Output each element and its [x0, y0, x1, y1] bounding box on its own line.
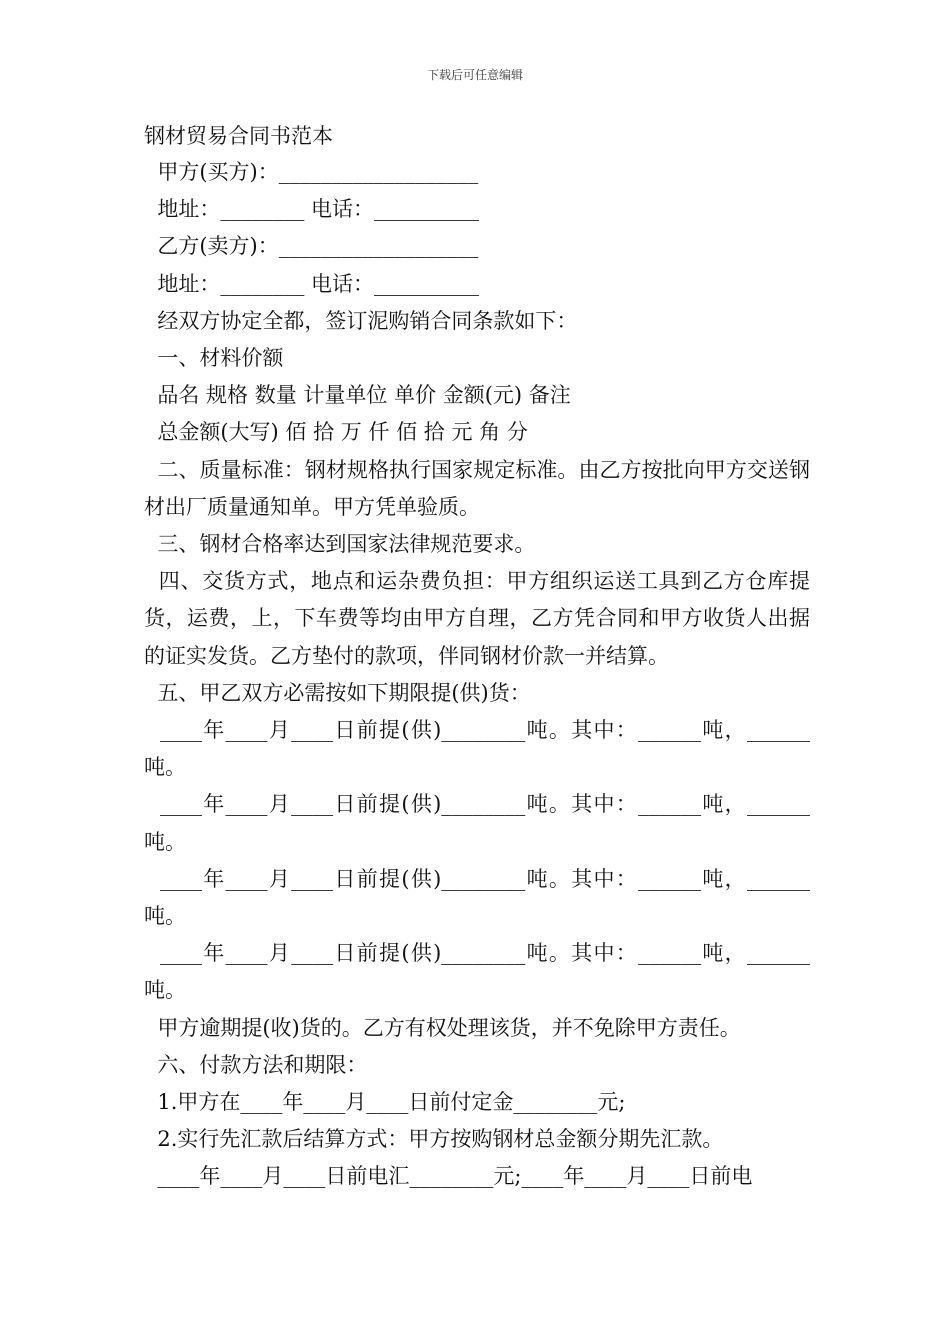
contract-paragraph: ____年____月____日前提(供)________吨。其中：______吨，______吨。	[144, 792, 810, 854]
contract-line: 三、钢材合格率达到国家法律规范要求。	[144, 531, 536, 556]
contract-line: 2.实行先汇款后结算方式：甲方按购钢材总金额分期先汇款。	[144, 1127, 724, 1152]
contract-line: 一、材料价额	[144, 345, 284, 370]
contract-line: 六、付款方法和期限：	[144, 1052, 368, 1077]
contract-line: 五、甲乙双方必需按如下期限提(供)货：	[144, 680, 531, 705]
document-title: 钢材贸易合同书范本	[144, 124, 333, 148]
contract-line: 总金额(大写) 佰 拾 万 仟 佰 拾 元 角 分	[144, 420, 528, 445]
contract-body	[144, 154, 810, 1195]
contract-line: 经双方协定全都，签订泥购销合同条款如下：	[144, 308, 578, 333]
contract-line: 甲方(买方)：___________________	[144, 160, 479, 184]
contract-line: 品名 规格 数量 计量单位 单价 金额(元) 备注	[144, 383, 571, 408]
contract-line: ____年____月____日前电汇________元;____年____月____日前电	[144, 1164, 753, 1189]
contract-paragraph: 二、质量标准：钢材规格执行国家规定标准。由乙方按批向甲方交送钢材出厂质量通知单。甲方凭单验质。	[144, 457, 810, 519]
contract-paragraph: ____年____月____日前提(供)________吨。其中：______吨，______吨。	[144, 866, 810, 928]
contract-line: 甲方逾期提(收)货的。乙方有权处理该货，并不免除甲方责任。	[144, 1015, 741, 1040]
contract-paragraph: 四、交货方式，地点和运杂费负担：甲方组织运送工具到乙方仓库提货，运费，上，下车费等均由甲方自理，乙方凭合同和甲方收货人出据的证实发货。乙方垫付的款项，伴同钢材价款一并结算。	[144, 569, 810, 668]
contract-paragraph: ____年____月____日前提(供)________吨。其中：______吨，______吨。	[144, 717, 810, 780]
contract-line: 1.甲方在____年____月____日前付定金________元;	[144, 1089, 626, 1114]
contract-paragraph: ____年____月____日前提(供)________吨。其中：______吨，______吨。	[144, 941, 810, 1003]
contract-line: 地址：________ 电话：__________	[144, 197, 480, 222]
contract-line: 乙方(卖方)：___________________	[144, 234, 479, 259]
contract-line: 地址：________ 电话：__________	[144, 271, 480, 296]
page-header: 下载后可任意编辑	[426, 68, 523, 82]
